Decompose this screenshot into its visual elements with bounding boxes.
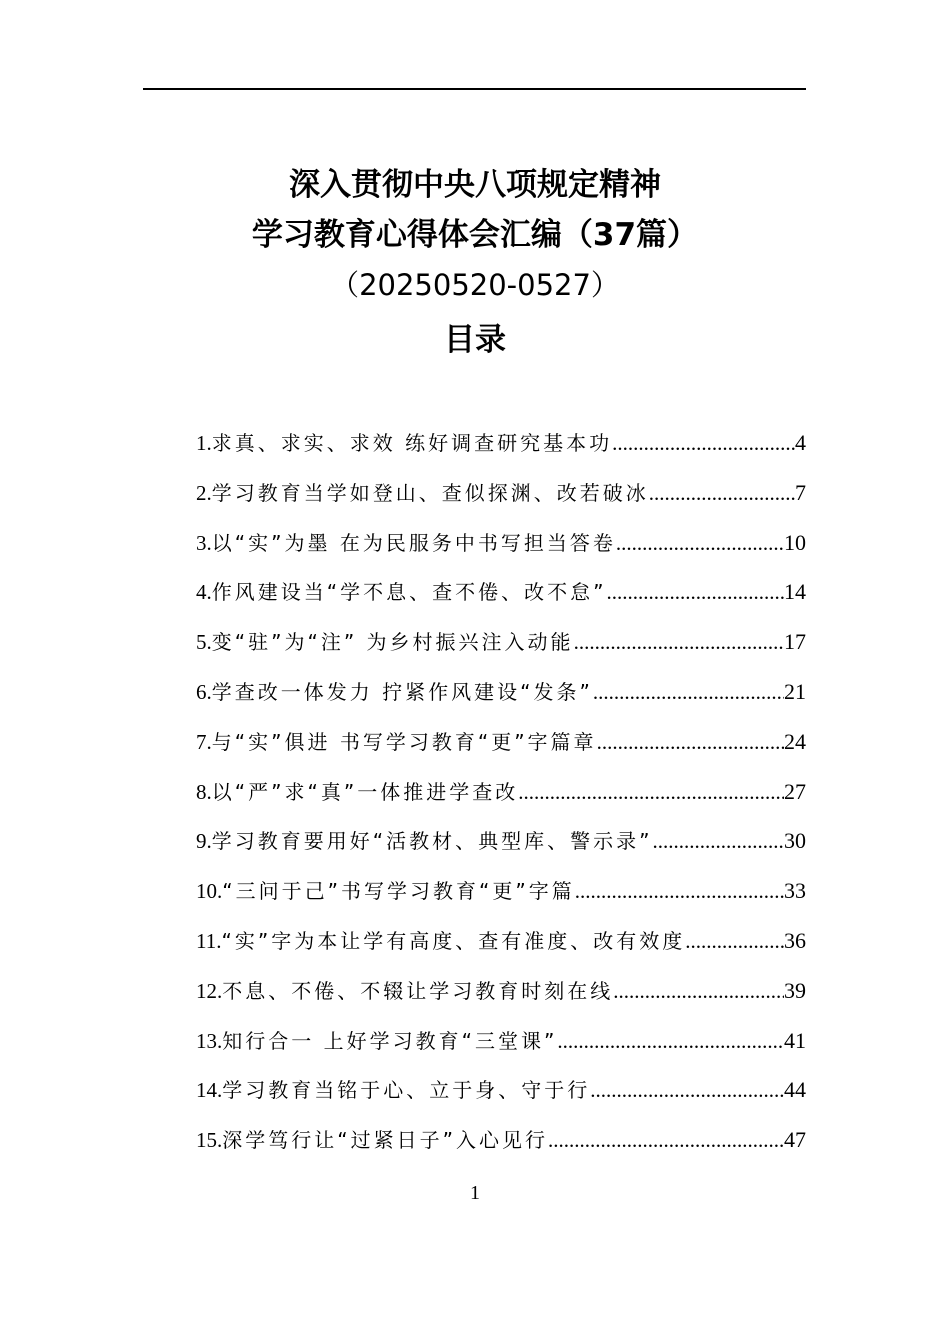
document-title-line-2: 学习教育心得体会汇编（37篇） [251, 217, 699, 253]
toc-entry-number: 2. [196, 480, 212, 505]
toc-heading: 目录 [444, 322, 506, 358]
title-block [0, 160, 950, 370]
toc-leader-dots [590, 1066, 784, 1116]
toc-entry-title: 学习教育要用好“活教材、典型库、警示录” [211, 829, 653, 854]
toc-entry[interactable] [196, 567, 806, 617]
toc-entry-page: 33 [784, 878, 806, 904]
toc-entry-title: 作风建设当“学不息、查不倦、改不怠” [211, 580, 607, 605]
toc-entry-number: 7. [196, 729, 212, 754]
toc-entry-page: 47 [784, 1127, 806, 1153]
toc-entry[interactable] [196, 816, 806, 866]
date-range: （20250520-0527） [330, 268, 620, 302]
toc-entry-title: 学习教育当铭于心、立于身、守于行 [222, 1078, 591, 1103]
toc-entry-title: “实”字为本让学有高度、查有准度、改有效度 [221, 928, 686, 953]
toc-entry-number: 1. [196, 431, 212, 455]
toc-entry-number: 6. [196, 679, 212, 704]
toc-entry-page: 41 [784, 1027, 806, 1053]
toc-entry-number: 12. [196, 978, 223, 1003]
toc-entry-title: 不息、不倦、不辍让学习教育时刻在线 [222, 978, 614, 1003]
toc-entry[interactable] [196, 418, 806, 468]
toc-leader-dots [557, 1017, 784, 1067]
toc-entry[interactable] [196, 717, 806, 767]
toc-leader-dots [606, 568, 784, 618]
toc-entry-page: 14 [784, 579, 806, 605]
toc-entry[interactable] [196, 866, 806, 916]
toc-leader-dots [593, 668, 784, 718]
top-rule [143, 88, 806, 90]
toc-entry-number: 8. [196, 779, 212, 804]
toc-entry[interactable] [196, 468, 806, 518]
toc-leader-dots [613, 967, 784, 1017]
toc-entry-page: 39 [784, 977, 806, 1003]
toc-entry-page: 27 [784, 778, 806, 804]
toc-entry[interactable] [196, 667, 806, 717]
toc-leader-dots [597, 718, 784, 768]
toc-entry-title: 以“严”求“真”一体推进学查改 [211, 779, 519, 804]
toc-entry[interactable] [196, 767, 806, 817]
toc-entry-page: 4 [795, 430, 806, 455]
toc-entry[interactable] [196, 617, 806, 667]
toc-entry-page: 30 [784, 828, 806, 854]
toc-entry-page: 36 [784, 927, 806, 953]
toc-leader-dots [548, 1116, 784, 1166]
toc-leader-dots [574, 618, 784, 668]
toc-entry-page: 24 [784, 728, 806, 754]
toc-leader-dots [685, 917, 784, 967]
toc-entry-number: 15. [196, 1128, 223, 1153]
toc-entry-title: 深学笃行让“过紧日子”入心见行 [222, 1128, 548, 1153]
page-number: 1 [470, 1182, 480, 1204]
toc-leader-dots [575, 867, 784, 917]
toc-leader-dots [518, 768, 784, 818]
toc-entry[interactable] [196, 966, 806, 1016]
toc-entry-page: 17 [784, 629, 806, 655]
toc-entry[interactable] [196, 916, 806, 966]
toc-entry-title: 学查改一体发力 拧紧作风建设“发条” [211, 679, 593, 704]
toc-entry-number: 5. [196, 630, 212, 655]
toc-leader-dots [649, 469, 795, 519]
toc-entry[interactable] [196, 1016, 806, 1066]
toc-entry-page: 10 [784, 529, 806, 555]
toc-entry-number: 3. [196, 530, 212, 555]
toc-leader-dots [612, 419, 795, 469]
document-title-line-1: 深入贯彻中央八项规定精神 [289, 167, 661, 203]
toc-entry-page: 21 [784, 678, 806, 704]
toc-entry-number: 13. [196, 1028, 223, 1053]
toc-entry[interactable] [196, 1115, 806, 1165]
toc-entry-title: 变“驻”为“注” 为乡村振兴注入动能 [211, 630, 574, 655]
toc-entry-title: 以“实”为墨 在为民服务中书写担当答卷 [211, 530, 616, 555]
table-of-contents [196, 418, 806, 1165]
toc-entry-page: 7 [795, 479, 806, 505]
toc-leader-dots [652, 817, 784, 867]
toc-entry-title: “三问于己”书写学习教育“更”字篇 [222, 879, 575, 904]
toc-entry-number: 10. [196, 879, 223, 904]
toc-entry-number: 4. [196, 580, 212, 605]
toc-entry[interactable] [196, 1065, 806, 1115]
toc-entry-title: 知行合一 上好学习教育“三堂课” [222, 1028, 558, 1053]
toc-entry-title: 求真、求实、求效 练好调查研究基本功 [211, 431, 613, 455]
toc-entry-title: 与“实”俱进 书写学习教育“更”字篇章 [211, 729, 597, 754]
toc-entry-page: 44 [784, 1077, 806, 1103]
toc-entry-number: 14. [196, 1078, 223, 1103]
toc-entry-number: 9. [196, 829, 212, 854]
toc-entry-number: 11. [196, 928, 222, 953]
toc-entry[interactable] [196, 518, 806, 568]
toc-leader-dots [616, 519, 784, 569]
toc-entry-title: 学习教育当学如登山、查似探渊、改若破冰 [211, 480, 649, 505]
